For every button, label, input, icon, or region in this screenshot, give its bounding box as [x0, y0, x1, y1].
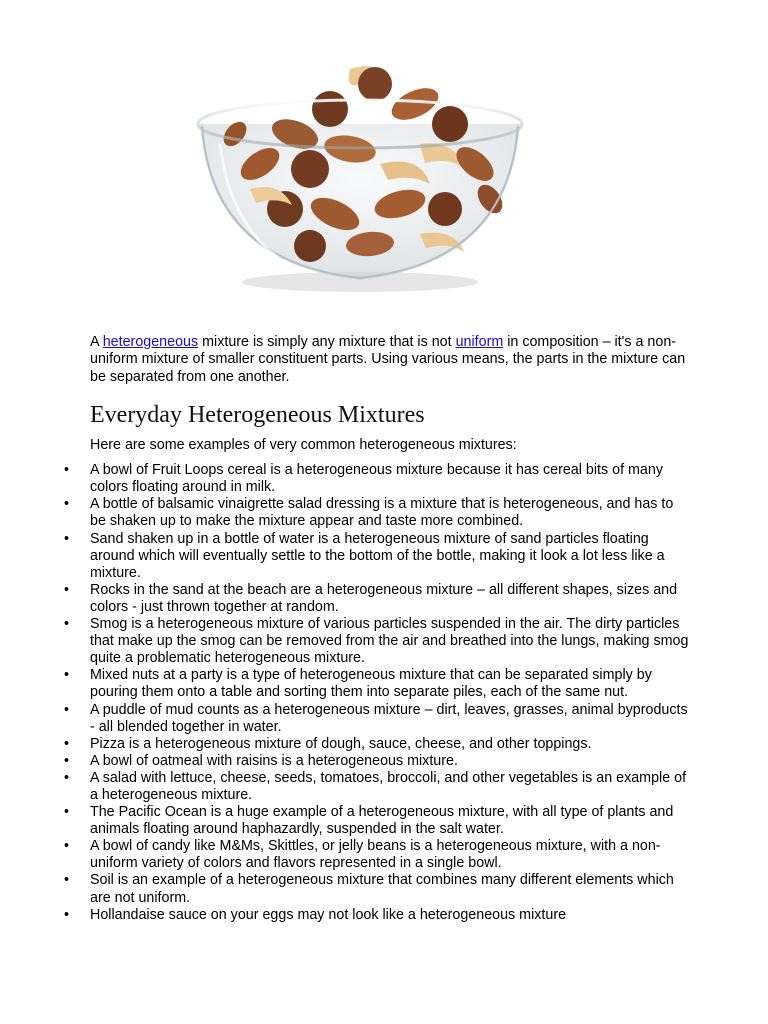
list-item [64, 667, 690, 701]
list-item [64, 769, 690, 804]
list-item [64, 530, 690, 582]
bullet-icon: • [64, 496, 70, 513]
bullet-icon: • [64, 804, 70, 821]
intro-text-after: in composition – it's a non-uniform mixture of smaller constituent parts. Using various means, the parts in the mixture can be separated from one another. [90, 334, 686, 385]
list-item-text: Smog is a heterogeneous mixture of various particles suspended in the air. The dirty particles that make up the smog can be removed from the air and breathed into the lungs, making smog quite a problematic heterogeneous mixture. [90, 616, 689, 667]
bullet-icon: • [64, 616, 70, 633]
bullet-icon: • [64, 752, 70, 769]
list-item [64, 616, 690, 667]
bullet-icon: • [64, 667, 70, 684]
list-item [64, 906, 690, 924]
list-item [64, 872, 690, 906]
list-item-text: Mixed nuts at a party is a type of heterogeneous mixture that can be separated simply by pouring them onto a table and sorting them into separate piles, each of the same nut. [90, 667, 652, 701]
list-item-text: A bowl of Fruit Loops cereal is a heterogeneous mixture because it has cereal bits of many colors floating around in milk. [90, 462, 663, 496]
list-item-text: The Pacific Ocean is a huge example of a heterogeneous mixture, with all type of plants and animals floating around haphazardly, suspended in the salt water. [90, 804, 674, 838]
bullet-icon: • [64, 906, 70, 923]
list-item [64, 752, 690, 770]
list-item-text: Hollandaise sauce on your eggs may not look like a heterogeneous mixture [90, 906, 567, 923]
list-item [64, 735, 690, 753]
list-item-text: A salad with lettuce, cheese, seeds, tomatoes, broccoli, and other vegetables is an example of a heterogeneous mixture. [90, 769, 687, 803]
list-item [64, 838, 690, 872]
bullet-icon: • [64, 769, 70, 786]
list-item-text: Sand shaken up in a bottle of water is a heterogeneous mixture of sand particles floating around which will eventually settle to the bottom of the bottle, making it look a lot less like a mixture. [90, 530, 665, 581]
list-item [64, 804, 690, 838]
examples-list [64, 462, 690, 924]
article-body [64, 334, 690, 924]
list-item [64, 462, 690, 496]
bullet-icon: • [64, 462, 70, 479]
intro-text-before: A [90, 334, 103, 350]
bullet-icon: • [64, 581, 70, 598]
list-item [64, 496, 690, 530]
bullet-icon: • [64, 872, 70, 889]
intro-text-middle: mixture is simply any mixture that is not [198, 334, 456, 350]
bullet-icon: • [64, 838, 70, 855]
bullet-icon: • [64, 701, 70, 718]
list-item-text: A puddle of mud counts as a heterogeneous mixture – dirt, leaves, grasses, animal byproducts - all blended together in water. [90, 701, 688, 735]
mixed-nuts-bowl-image [190, 14, 530, 304]
intro-paragraph [90, 334, 690, 386]
list-item-text: A bottle of balsamic vinaigrette salad dressing is a mixture that is heterogeneous, and has to be shaken up to make the mixture appear and taste more combined. [90, 496, 674, 530]
list-item-text: Rocks in the sand at the beach are a heterogeneous mixture – all different shapes, sizes and colors - just thrown together at random. [90, 581, 678, 615]
uniform-link[interactable]: uniform [455, 334, 504, 350]
list-item [64, 701, 690, 736]
list-item-text: A bowl of candy like M&Ms, Skittles, or jelly beans is a heterogeneous mixture, with a non-uniform variety of colors and flavors represented in a single bowl. [90, 838, 661, 872]
list-item-text: Pizza is a heterogeneous mixture of dough, sauce, cheese, and other toppings. [90, 735, 592, 752]
heterogeneous-link[interactable]: heterogeneous [102, 334, 199, 350]
list-item-text: A bowl of oatmeal with raisins is a heterogeneous mixture. [90, 752, 458, 769]
list-item [64, 581, 690, 616]
section-heading: Everyday Heterogeneous Mixtures [90, 401, 425, 428]
bullet-icon: • [64, 530, 70, 547]
list-item-text: Soil is an example of a heterogeneous mixture that combines many different elements which are not uniform. [90, 872, 674, 906]
bullet-icon: • [64, 735, 70, 752]
examples-lead: Here are some examples of very common heterogeneous mixtures: [90, 436, 517, 453]
